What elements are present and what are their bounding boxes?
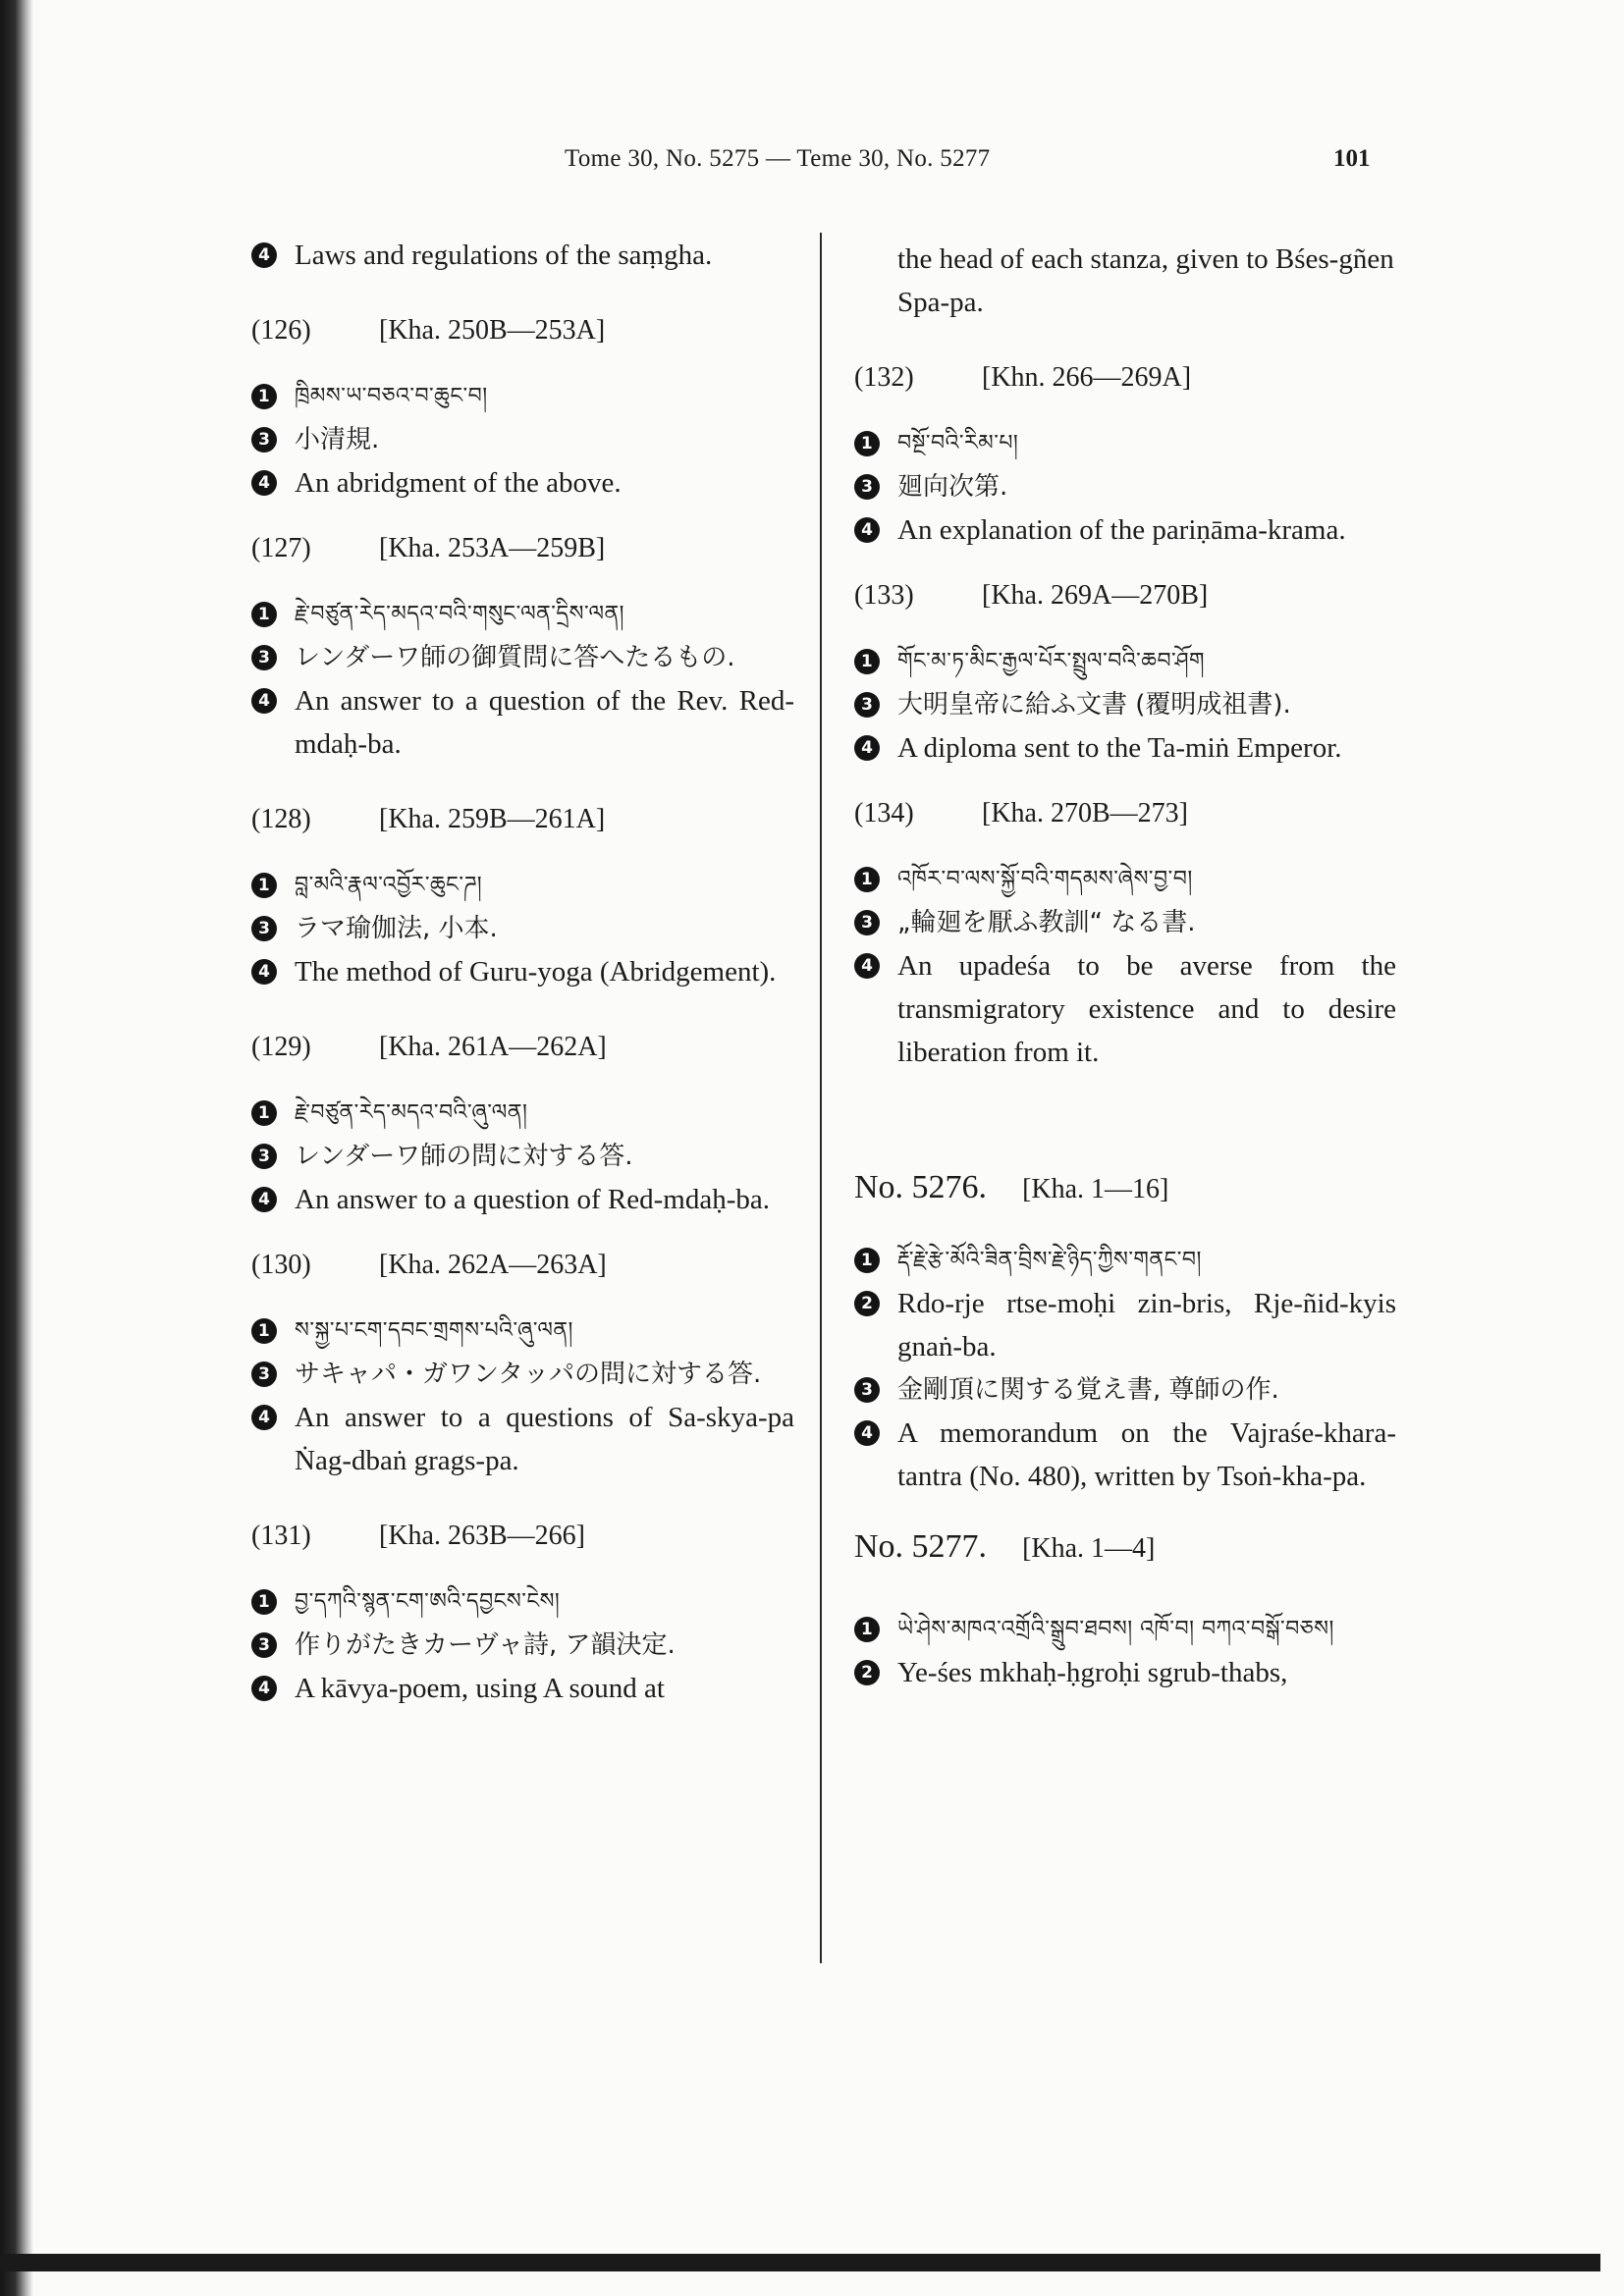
entry-129: [251, 1027, 794, 1221]
marker-3-icon: 3: [251, 1632, 277, 1658]
section-number: No. 5276.: [854, 1169, 988, 1205]
tibetan-title: [854, 640, 1396, 683]
page-bottom-edge: [0, 2254, 1600, 2271]
marker-3-icon: 3: [251, 1144, 277, 1169]
english-text: A diploma sent to the Ta-miṅ Emperor.: [897, 732, 1342, 764]
tibetan-text: ཁྲིམས་ཡ་བཅའ་བ་ཆུང་བ།: [295, 384, 488, 408]
entry-ref: [Kha. 269A—270B]: [982, 580, 1209, 611]
japanese-text: 作りがたきカーヴャ詩, ア韻決定.: [295, 1630, 676, 1660]
entry-number: (127): [251, 533, 311, 563]
japanese-title: [854, 465, 1396, 508]
english-text: An upadeśa to be averse from the transmigratory existence and to desire liberation from it.: [897, 950, 1396, 1068]
english-text: An answer to a question of Red-mdaḥ-ba.: [295, 1184, 771, 1215]
marker-2-icon: 2: [854, 1291, 880, 1316]
book-spine-shadow: [0, 0, 33, 2296]
continuation-text: the head of each stanza, given to Bśes-gñen Spa-pa.: [897, 243, 1394, 318]
section-head: [854, 1162, 1396, 1215]
marker-4-icon: 4: [251, 242, 277, 268]
entry-head: [854, 357, 1396, 399]
marker-3-icon: 3: [854, 1377, 880, 1403]
marker-4-icon: 4: [251, 1187, 277, 1212]
japanese-text: サキャパ・ガワンタッパの問に対する答.: [295, 1360, 762, 1389]
running-title: Tome 30, No. 5275 — Teme 30, No. 5277: [565, 145, 991, 172]
romanized-title: [854, 1651, 1396, 1694]
japanese-title: [854, 901, 1396, 944]
section-5276: [854, 1162, 1396, 1498]
english-title: [251, 1178, 794, 1221]
tibetan-title: [854, 1608, 1396, 1651]
section-head: [854, 1522, 1396, 1575]
tibetan-text: རྗེ་བཙུན་རེད་མདའ་བའི་ཞུ་ལན།: [295, 1100, 528, 1125]
entry-number: (130): [251, 1250, 311, 1280]
japanese-text: 廻向次第.: [897, 472, 1008, 502]
tibetan-title: [854, 858, 1396, 901]
entry-head: [251, 799, 794, 840]
marker-3-icon: 3: [854, 692, 880, 718]
tibetan-text: གོང་མ་ཏ་མིང་རྒྱལ་པོར་སྤྲུལ་བའི་ཆབ་ཤོག: [897, 649, 1206, 673]
japanese-title: [251, 636, 794, 679]
marker-3-icon: 3: [854, 474, 880, 500]
marker-1-icon: 1: [251, 602, 277, 627]
japanese-title: [251, 907, 794, 950]
marker-1-icon: 1: [251, 384, 277, 409]
entry-ref: [Kha. 270B—273]: [982, 798, 1188, 828]
marker-1-icon: 1: [854, 1617, 880, 1642]
marker-1-icon: 1: [251, 1100, 277, 1126]
japanese-text: レンダーワ師の問に対する答.: [295, 1142, 633, 1171]
entry-number: (129): [251, 1032, 311, 1062]
english-title: [251, 461, 794, 505]
entry-126: [251, 310, 794, 505]
japanese-title: [251, 1624, 794, 1667]
section-ref: [Kha. 1—4]: [1022, 1533, 1156, 1564]
marker-3-icon: 3: [251, 645, 277, 670]
entry-number: (128): [251, 804, 311, 834]
entry-head: [251, 528, 794, 569]
entry-127: [251, 528, 794, 766]
tibetan-title: [251, 375, 794, 418]
entry-head: [251, 1245, 794, 1286]
english-title: [854, 726, 1396, 770]
tibetan-text: འཁོར་བ་ལས་སྐྱོ་བའི་གདམས་ཞེས་བྱ་བ།: [897, 867, 1193, 891]
marker-3-icon: 3: [251, 916, 277, 941]
lead-in-line: [251, 234, 794, 277]
japanese-text: レンダーワ師の御質問に答へたるもの.: [295, 643, 735, 672]
english-title: [854, 508, 1396, 552]
marker-4-icon: 4: [251, 1676, 277, 1701]
english-text: The method of Guru-yoga (Abridgement).: [295, 956, 777, 988]
japanese-title: [251, 1353, 794, 1396]
tibetan-title: [251, 1580, 794, 1624]
marker-4-icon: 4: [251, 1405, 277, 1430]
marker-4-icon: 4: [854, 735, 880, 761]
entry-ref: [Kha. 253A—259B]: [379, 533, 606, 563]
section-number: No. 5277.: [854, 1528, 988, 1565]
english-text: An abridgment of the above.: [295, 467, 622, 499]
tibetan-title: [854, 1239, 1396, 1282]
english-title: [251, 1396, 794, 1482]
entry-128: [251, 799, 794, 993]
lead-in-text: Laws and regulations of the saṃgha.: [295, 240, 713, 271]
marker-3-icon: 3: [251, 427, 277, 453]
entry-133: [854, 575, 1396, 770]
english-title: [854, 944, 1396, 1074]
english-text: An answer to a questions of Sa-skya-pa Ṅag-dbaṅ grags-pa.: [295, 1402, 794, 1476]
romanized-title: [854, 1282, 1396, 1368]
column-divider: [820, 233, 822, 1963]
marker-1-icon: 1: [854, 867, 880, 892]
japanese-text: 小清規.: [295, 425, 380, 454]
japanese-title: [854, 1368, 1396, 1412]
japanese-text: „輪廻を厭ふ教訓“ なる書.: [897, 908, 1196, 937]
entry-head: [251, 310, 794, 351]
left-column: [251, 234, 794, 1710]
japanese-title: [251, 418, 794, 461]
english-text: An answer to a question of the Rev. Red-mdaḥ-ba.: [295, 685, 794, 760]
japanese-text: 大明皇帝に給ふ文書 (覆明成祖書).: [897, 690, 1291, 720]
entry-ref: [Kha. 263B—266]: [379, 1521, 585, 1551]
marker-1-icon: 1: [251, 873, 277, 898]
entry-number: (134): [854, 798, 914, 828]
entry-131: [251, 1516, 794, 1710]
section-ref: [Kha. 1—16]: [1022, 1174, 1169, 1204]
marker-4-icon: 4: [854, 953, 880, 979]
marker-1-icon: 1: [251, 1589, 277, 1615]
entry-head: [854, 575, 1396, 616]
english-title: [854, 1412, 1396, 1498]
tibetan-text: བྱ་དཀའི་སྙན་ངག་ཨའི་དབྱངས་ངེས།: [295, 1589, 561, 1614]
japanese-text: 金剛頂に関する覚え書, 尊師の作.: [897, 1375, 1279, 1405]
romanized-text: Ye-śes mkhaḥ-ḥgroḥi sgrub-thabs,: [897, 1657, 1288, 1688]
marker-4-icon: 4: [251, 470, 277, 496]
marker-1-icon: 1: [854, 1248, 880, 1273]
romanized-text: Rdo-rje rtse-moḥi zin-bris, Rje-ñid-kyis gnaṅ-ba.: [897, 1288, 1396, 1362]
tibetan-title: [854, 422, 1396, 465]
tibetan-title: [251, 1309, 794, 1353]
entry-ref: [Kha. 250B—253A]: [379, 315, 606, 346]
tibetan-text: བསྔོ་བའི་རིམ་པ།: [897, 431, 1019, 455]
english-text: An explanation of the pariṇāma-krama.: [897, 514, 1346, 546]
marker-2-icon: 2: [854, 1660, 880, 1685]
entry-134: [854, 793, 1396, 1074]
right-column: [854, 238, 1396, 1694]
tibetan-title: [251, 593, 794, 636]
english-title: [251, 1667, 794, 1710]
tibetan-text: ས་སྐྱ་པ་ངག་དབང་གྲགས་པའི་ཞུ་ལན།: [295, 1318, 573, 1343]
entry-ref: [Kha. 262A—263A]: [379, 1250, 607, 1280]
tibetan-text: རྗེ་བཙུན་རེད་མདའ་བའི་གསུང་ལན་དྲིས་ལན།: [295, 602, 625, 626]
page-number: 101: [1333, 145, 1371, 172]
entry-130: [251, 1245, 794, 1482]
japanese-title: [854, 683, 1396, 726]
entry-number: (126): [251, 315, 311, 346]
marker-3-icon: 3: [251, 1362, 277, 1387]
english-title: [251, 679, 794, 766]
marker-4-icon: 4: [251, 959, 277, 985]
entry-number: (133): [854, 580, 914, 611]
tibetan-title: [251, 1092, 794, 1135]
marker-3-icon: 3: [854, 910, 880, 935]
marker-4-icon: 4: [854, 517, 880, 543]
entry-ref: [Khn. 266—269A]: [982, 362, 1192, 393]
entry-head: [854, 793, 1396, 834]
section-5277: [854, 1522, 1396, 1694]
tibetan-text: བླ་མའི་རྣལ་འབྱོར་ཆུང་ཌ།: [295, 873, 483, 897]
marker-1-icon: 1: [854, 649, 880, 674]
english-title: [251, 950, 794, 993]
entry-head: [251, 1027, 794, 1068]
english-text: A kāvya-poem, using A sound at: [295, 1673, 665, 1704]
japanese-title: [251, 1135, 794, 1178]
entry-head: [251, 1516, 794, 1557]
tibetan-text: ཡེ་ཤེས་མཁའ་འགྲོའི་སྒྲུབ་ཐབས། འཁོ་བ། བཀའ་བསྒོ་བཅས།: [897, 1617, 1334, 1641]
entry-ref: [Kha. 261A—262A]: [379, 1032, 607, 1062]
entry-number: (132): [854, 362, 914, 393]
english-text: A memorandum on the Vajraśe-khara-tantra (No. 480), written by Tsoṅ-kha-pa.: [897, 1417, 1396, 1492]
marker-4-icon: 4: [854, 1420, 880, 1446]
marker-1-icon: 1: [854, 431, 880, 456]
entry-ref: [Kha. 259B—261A]: [379, 804, 606, 834]
marker-4-icon: 4: [251, 688, 277, 714]
marker-1-icon: 1: [251, 1318, 277, 1344]
entry-number: (131): [251, 1521, 311, 1551]
tibetan-text: རྡོ་རྗེ་རྩེ་མོའི་ཟིན་བྲིས་རྗེ་ཉིད་ཀྱིས་གནང་བ།: [897, 1248, 1202, 1272]
tibetan-title: [251, 864, 794, 907]
japanese-text: ラマ瑜伽法, 小本.: [295, 914, 498, 943]
entry-132: [854, 357, 1396, 552]
